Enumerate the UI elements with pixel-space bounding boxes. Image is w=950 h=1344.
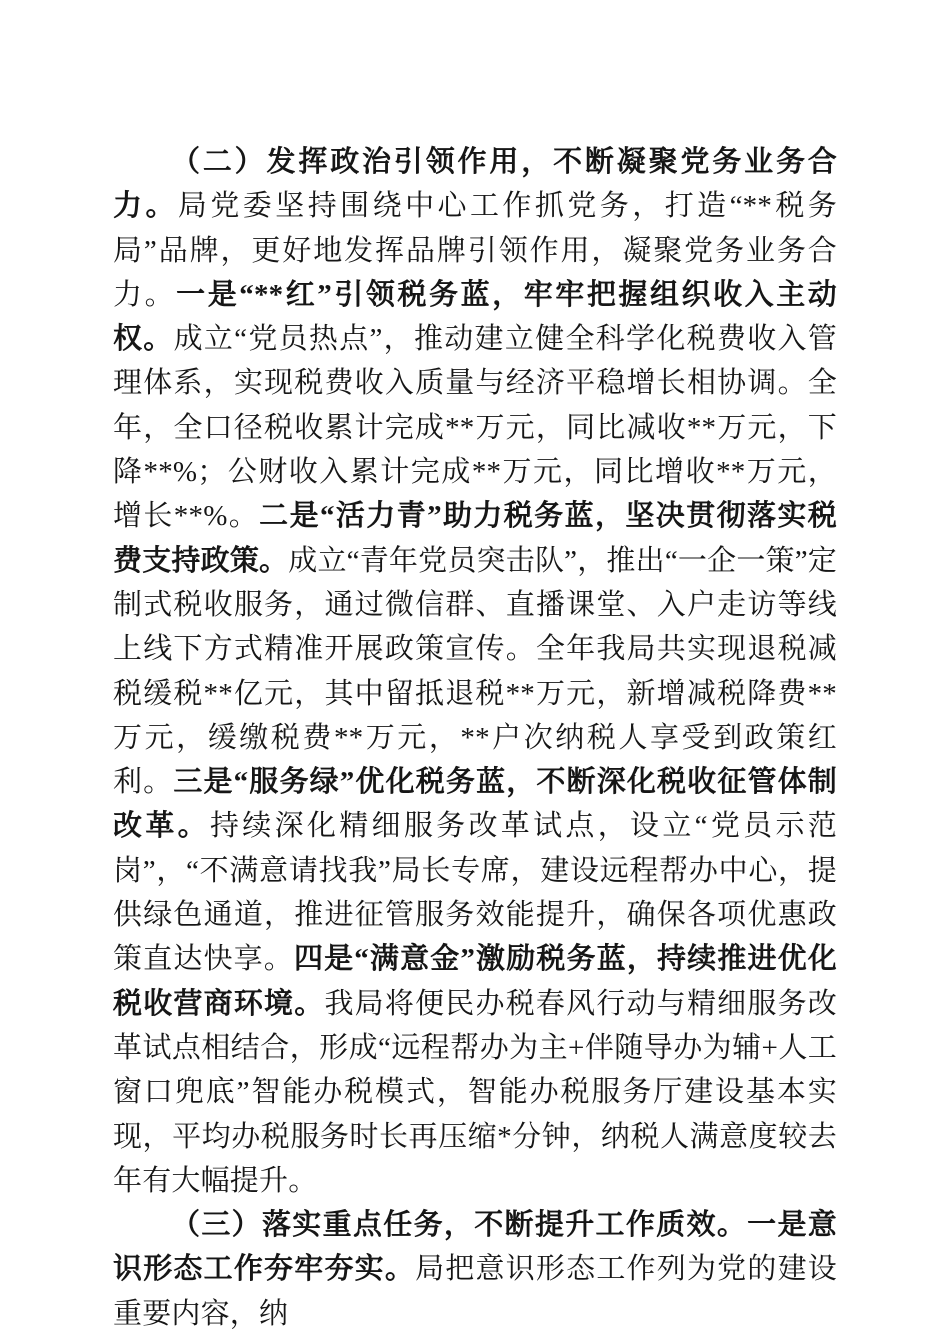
bold-text-segment: （二）发挥政治引领作用，不断凝聚党务业务合力。 — [113, 146, 837, 223]
bold-text-segment: 三是“服务绿”优化税务蓝，不断深化税收征管体制改革。 — [113, 766, 837, 843]
bold-text-segment: 一是“**红”引领税务蓝，牢牢把握组织收入主动权。 — [113, 278, 837, 356]
text-segment: 局把意识形态工作列为党的建设重要内容，纳 — [113, 1253, 837, 1330]
text-segment: 持续深化精细服务改革试点，设立“党员示范岗”，“不满意请找我”局长专席，建设远程帮办中心，提供绿色通道，推进征管服务效能提升，确保各项优惠政策直达快享。 — [113, 810, 837, 976]
text-segment: 成立“党员热点”，推动建立健全科学化税费收入管理体系，实现税费收入质量与经济平稳增长相协调。全年，全口径税收累计完成**万元，同比减收**万元，下降**%；公财收入累计完成**万元，同比增收**万元，增长**%。 — [113, 323, 837, 533]
bold-text-segment: 四是“满意金”激励税务蓝，持续推进优化税收营商环境。 — [113, 943, 837, 1020]
document-body — [113, 140, 837, 1336]
text-segment: 我局将便民办税春风行动与精细服务改革试点相结合，形成“远程帮办为主+伴随导办为辅+人工窗口兜底”智能办税模式，智能办税服务厅建设基本实现，平均办税服务时长再压缩*分钟，纳税人满意度较去年有大幅提升。 — [113, 987, 837, 1197]
paragraph-section-two — [113, 140, 837, 1203]
text-segment: 局党委坚持围绕中心工作抓党务，打造“**税务局”品牌，更好地发挥品牌引领作用，凝聚党务业务合力。 — [113, 190, 837, 311]
paragraph-section-three — [113, 1203, 837, 1336]
bold-text-segment: （三）落实重点任务，不断提升工作质效。一是意识形态工作夯牢夯实。 — [113, 1209, 837, 1286]
bold-text-segment: 二是“活力青”助力税务蓝，坚决贯彻落实税费支持政策。 — [113, 500, 837, 577]
text-segment: 成立“青年党员突击队”，推出“一企一策”定制式税收服务，通过微信群、直播课堂、入户走访等线上线下方式精准开展政策宣传。全年我局共实现退税减税缓税**亿元，其中留抵退税**万元，新增减税降费**万元，缓缴税费**万元，**户次纳税人享受到政策红利。 — [113, 544, 838, 799]
